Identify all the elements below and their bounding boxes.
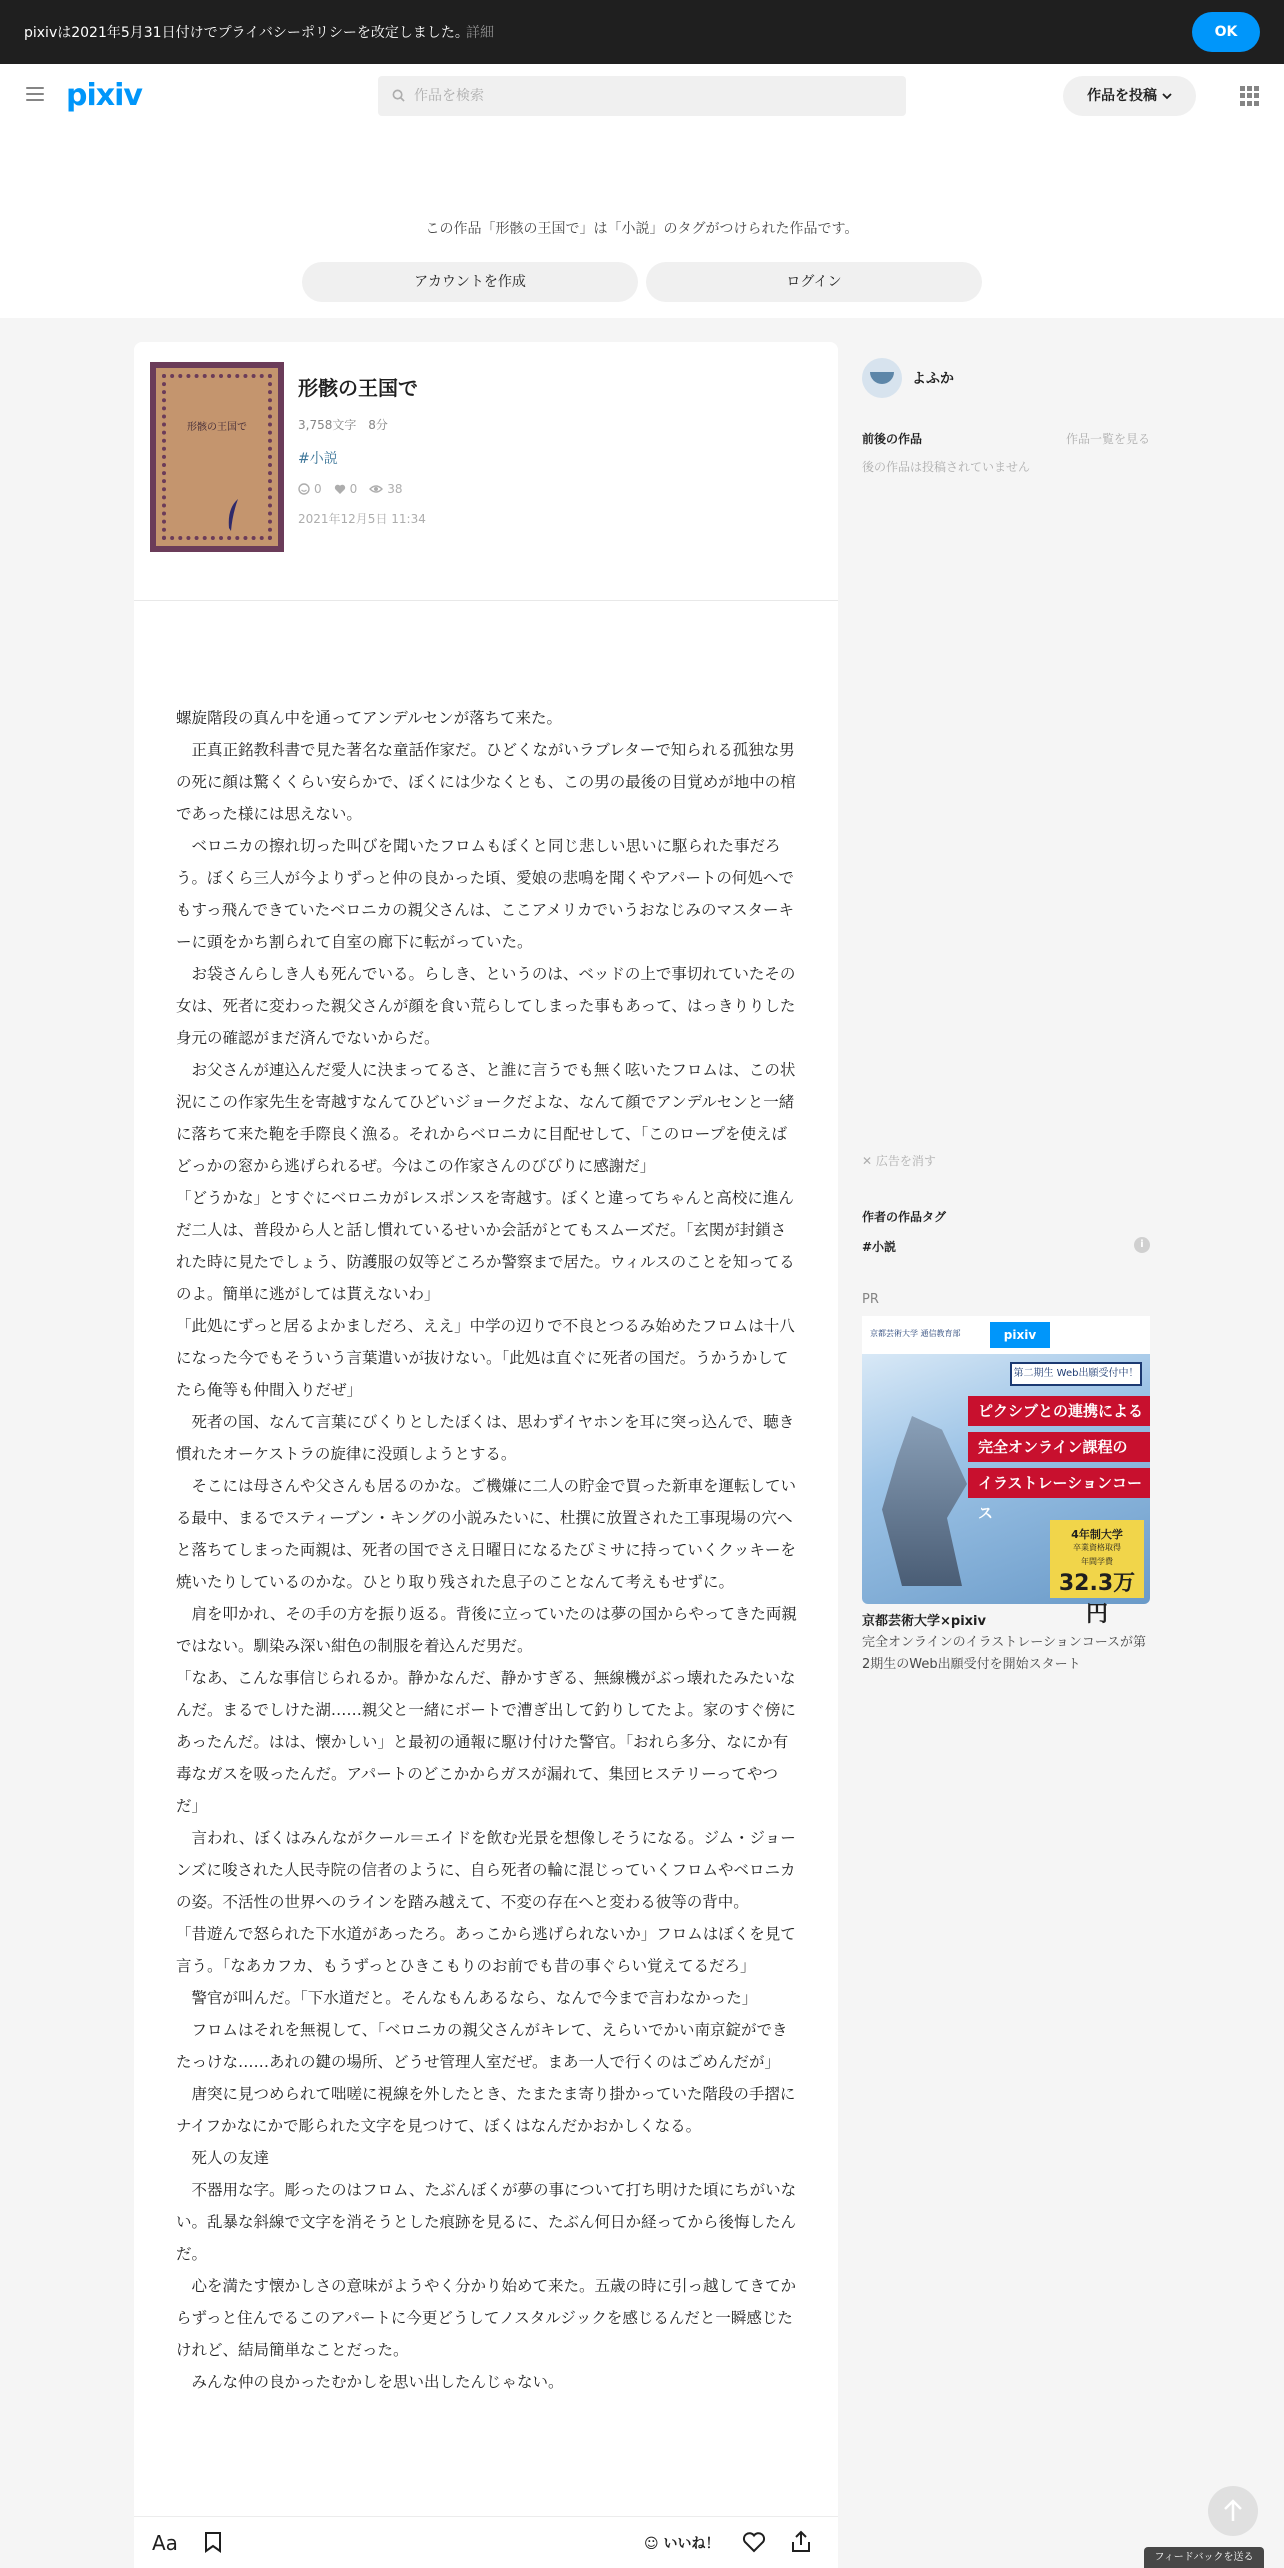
novel-paragraph: 正真正銘教科書で見た著名な童話作家だ。ひどくながいラブレターで知られる孤独な男の死に顔は驚くくらい安らかで、ぼくには少なくとも、この男の最後の目覚めが地中の棺であった様には思えない。 [176, 741, 796, 823]
banner-ok-button[interactable]: OK [1192, 12, 1260, 52]
chevron-down-icon [1162, 92, 1172, 100]
stat-likes [298, 482, 322, 496]
signup-panel [0, 128, 1284, 318]
arrow-up-icon [1208, 2486, 1258, 2536]
novel-paragraph: 「此処にずっと居るよかましだろ、ええ」中学の辺りで不良とつるみ始めたフロムは十八になった今でもそういう言葉遣いが抜けない。「此処は直ぐに死者の国だ。うかうかしてたら俺等も仲間入りだぜ」 [176, 1317, 795, 1399]
novel-paragraph: 心を満たす懐かしさの意味がようやく分かり始めて来た。五歳の時に引っ越してきてからずっと住んでるこのアパートに今更どうしてノスタルジックを感じるんだと一瞬感じたけれど、結局簡単なことだった。 [176, 2277, 797, 2359]
series-all-link[interactable]: 作品一覧を見る [1066, 432, 1151, 446]
hide-ad-label: 広告を消す [875, 1154, 936, 1168]
like-button[interactable] [644, 2533, 719, 2553]
likes-count: 0 [314, 482, 322, 496]
reading-time: 8分 [368, 418, 388, 432]
like-label: いいね！ [663, 2536, 720, 2552]
novel-paragraph: 「どうかな」とすぐにベロニカがレスポンスを寄越す。ぼくと違ってちゃんと高校に進んだ二人は、普段から人と話し慣れているせいか会話がとてもスムーズだ。「玄関が封鎖された時に見たでしょう、防護服の奴等どころか警察まで居た。ウィルスのことを知ってるのよ。簡単に逃がしては貰えないわ」 [176, 1189, 795, 1303]
close-icon: ✕ [862, 1154, 873, 1168]
novel-paragraph: 「なあ、こんな事信じられるか。静かなんだ、静かすぎる、無線機がぶっ壊れたみたいなんだ。まるでしけた湖……親父と一緒にボートで漕ぎ出して釣りしてたよ。家のすぐ傍にあったんだ。はは、懐かしい」と最初の通報に駆け付けた警官。「おれら多分、なにか有毒なガスを吸ったんだ。アパートのどこかからガスが漏れて、集団ヒステリーってやつだ」 [176, 1669, 796, 1815]
author-tag-row[interactable] [862, 1236, 1150, 1254]
novel-paragraph: 「昔遊んで怒られた下水道があったろ。あっこから逃げられないか」フロムはぼくを見て言う。「なあカフカ、もうずっとひきこもりのお前でも昔の事ぐらい覚えてるだろ」 [176, 1925, 796, 1975]
novel-paragraph: 不器用な字。彫ったのはフロム、たぶんぼくが夢の事について打ち明けた頃にちがいない。乱暴な斜線で文字を消そうとした痕跡を見るに、たぶん何日か経ってから後悔したんだ。 [176, 2181, 797, 2263]
search-input[interactable] [414, 76, 894, 116]
feather-icon [226, 498, 240, 532]
feedback-button[interactable]: フィードバックを送る [1144, 2547, 1264, 2568]
share-icon[interactable] [790, 2530, 812, 2554]
login-button[interactable]: ログイン [646, 262, 982, 302]
search-icon [392, 89, 405, 102]
ad-robot-illustration [872, 1416, 972, 1586]
bookmarks-count: 0 [349, 482, 358, 496]
search-box[interactable] [378, 76, 906, 116]
novel-paragraph: 警官が叫んだ。「下水道だと。そんなもんあるなら、なんで今まで言わなかった」 [176, 1989, 758, 2007]
novel-paragraph: 螺旋階段の真ん中を通ってアンデルセンが落ちて来た。 [176, 709, 562, 727]
novel-card [134, 342, 838, 2568]
ad-title[interactable]: 京都芸術大学×pixiv [862, 1614, 986, 1629]
author-tags-heading: 作者の作品タグ [862, 1210, 947, 1224]
novel-paragraph: 死人の友達 [176, 2149, 270, 2167]
reader-toolbar [134, 2516, 838, 2568]
ad-line-3: イラストレーションコース [968, 1468, 1150, 1498]
avatar[interactable] [862, 358, 902, 398]
novel-paragraph: フロムはそれを無視して、「ベロニカの親父さんがキレて、えらいでかい南京錠ができたっけな……あれの鍵の場所、どうせ管理人室だぜ。まあ一人で行くのはごめんだが」 [176, 2021, 788, 2071]
novel-paragraph: お父さんが連込んだ愛人に決まってるさ、と誰に言うでも無く呟いたフロムは、この状況にこの作家先生を寄越すなんてひどいジョークだよな、なんて顔でアンデルセンと一緒に落ちて来た鞄を手際良く漁る。それからベロニカに目配せして、「このロープを使えばどっかの窓から逃げられるぜ。今はこの作家さんのびびりに感謝だ」 [176, 1061, 796, 1175]
novel-paragraph: 死者の国、なんて言葉にびくりとしたぼくは、思わずイヤホンを耳に突っ込んで、聴き慣れたオーケストラの旋律に没頭しようとする。 [176, 1413, 795, 1463]
ad-line-2: 完全オンライン課程の [968, 1432, 1150, 1462]
banner-text: pixivは2021年5月31日付けでプライバシーポリシーを改定しました。 [24, 25, 469, 41]
bookmark-icon[interactable] [204, 2531, 222, 2553]
site-header [0, 64, 1284, 128]
work-title: 形骸の王国で [298, 376, 418, 400]
author-profile[interactable] [862, 358, 954, 398]
pr-label: PR [862, 1292, 879, 1307]
stat-views [369, 482, 402, 496]
work-tag[interactable]: #小説 [298, 451, 338, 467]
ad-line-1: ピクシブとの連携による [968, 1396, 1150, 1426]
ad-description[interactable]: 完全オンラインのイラストレーションコースが第2期生のWeb出願受付を開始スタート [862, 1635, 1147, 1672]
divider [134, 600, 838, 601]
privacy-banner [0, 0, 1284, 64]
post-work-button[interactable] [1063, 76, 1196, 116]
heart-icon [334, 483, 346, 495]
stat-bookmarks [334, 482, 358, 496]
ad-price-a: 4年制大学 [1071, 1528, 1123, 1541]
ad-price-box [1050, 1520, 1144, 1627]
novel-body [176, 702, 798, 2398]
heart-icon[interactable] [742, 2531, 766, 2553]
work-stats [298, 482, 403, 496]
create-account-button[interactable]: アカウントを作成 [302, 262, 638, 302]
novel-paragraph: みんな仲の良かったむかしを思い出したんじゃない。 [176, 2373, 564, 2391]
novel-paragraph: 言われ、ぼくはみんながクール＝エイドを飲む光景を想像しそうになる。ジム・ジョーンズに唆された人民寺院の信者のように、自ら死者の輪に混じっていくフロムやベロニカの姿。不活性の世界へのラインを踏み越えて、不変の存在へと変わる彼等の背中。 [176, 1829, 796, 1911]
cover-title: 形骸の王国で [187, 422, 247, 433]
menu-icon[interactable] [26, 87, 44, 105]
app-grid-icon[interactable] [1240, 86, 1260, 106]
post-work-label: 作品を投稿 [1087, 88, 1158, 104]
char-count: 3,758文字 [298, 418, 357, 432]
tag-notice: この作品「形骸の王国で」は「小説」のタグがつけられた作品です。 [425, 221, 859, 237]
novel-paragraph: ベロニカの擦れ切った叫びを聞いたフロムもぼくと同じ悲しい思いに駆られた事だろう。ぼくら三人が今よりずっと仲の良かった頃、愛娘の悲鳴を聞くやアパートの何処へでもすっ飛んできていたベロニカの親父さんは、ここアメリカでいうおなじみのマスターキーに頭をかち割られて自室の廊下に転がっていた。 [176, 837, 794, 951]
author-name[interactable]: よふか [912, 371, 954, 387]
pixiv-logo[interactable]: pixiv [66, 78, 142, 113]
publish-date: 2021年12月5日 11:34 [298, 512, 426, 526]
series-empty-text: 後の作品は投稿されていません [862, 460, 1031, 474]
hide-ad-button[interactable] [862, 1152, 936, 1169]
views-count: 38 [387, 482, 403, 496]
ad-badge: 第二期生 Web出願受付中！ [1010, 1362, 1142, 1386]
banner-details-link[interactable]: 詳細 [466, 25, 494, 41]
info-icon[interactable]: i [1134, 1237, 1150, 1253]
series-heading: 前後の作品 [862, 432, 923, 446]
smile-icon [298, 483, 310, 495]
eye-icon [369, 483, 383, 495]
ad-price-d: 32.3万円 [1058, 1571, 1136, 1627]
novel-paragraph: お袋さんらしき人も死んでいる。らしき、というのは、ベッドの上で事切れていたその女は、死者に変わった親父さんが顔を食い荒らしてしまった事もあって、はっきりりした身元の確認がまだ済んでないからだ。 [176, 965, 796, 1047]
ad-logo-pixiv: pixiv [990, 1322, 1050, 1348]
scroll-to-top-button[interactable] [1208, 2486, 1258, 2536]
work-meta [298, 416, 396, 433]
novel-paragraph: 唐突に見つめられて咄嗟に視線を外したとき、たまたま寄り掛かっていた階段の手摺にナイフかなにかで彫られた文字を見つけて、ぼくはなんだかおかしくなる。 [176, 2085, 796, 2135]
font-settings-button[interactable]: Aa [152, 2531, 178, 2555]
ad-price-c: 年間学費 [1081, 1557, 1113, 1566]
ad-price-b: 卒業資格取得 [1073, 1543, 1121, 1552]
smile-icon: ☺ [644, 2536, 659, 2552]
ad-logo-university: 京都芸術大学 通信教育部 [870, 1329, 961, 1338]
cover-image[interactable] [150, 362, 284, 552]
novel-paragraph: 肩を叩かれ、その手の方を振り返る。背後に立っていたのは夢の国からやってきた両親ではない。馴染み深い紺色の制服を着込んだ男だ。 [176, 1605, 797, 1655]
novel-paragraph: そこには母さんや父さんも居るのかな。ご機嫌に二人の貯金で買った新車を運転している最中、まるでスティーブン・キングの小説みたいに、杜撰に放置された工事現場の穴へと落ちてしまった両親は、死者の国でさえ日曜日になるたびミサに持っていくクッキーを焼いたりしているのかな。ひとり取り残された息子のことなんて考えもせずに。 [176, 1477, 797, 1591]
author-tag[interactable]: #小説 [862, 1240, 897, 1254]
